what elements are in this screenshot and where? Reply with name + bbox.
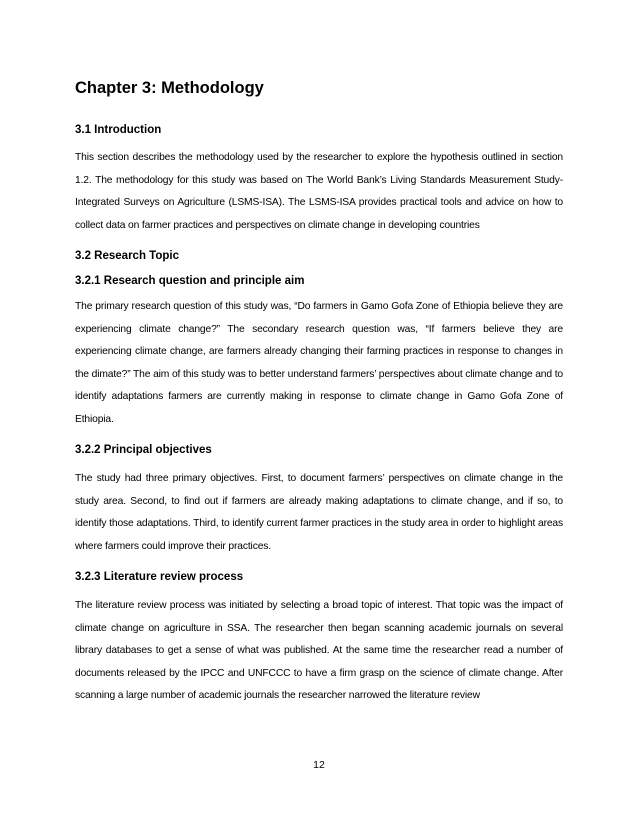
page-content (75, 78, 563, 708)
paragraph-research-question: The primary research question of this study was, “Do farmers in Gamo Gofa Zone of Ethiopia believe they are experiencing climate change?” The secondary research question was, “If farmers believe they are experiencing climate change, are farmers already changing their farming practices in response to changes in the dimate?” The aim of this study was to better understand farmers’ perspectives about climate change and to identify adaptations farmers are currently making in response to climate change in Gamo Gofa Zone of Ethiopia. (75, 301, 563, 425)
paragraph-introduction: This section describes the methodology used by the researcher to explore the hypothesis outlined in section 1.2. The methodology for this study was based on The World Bank’s Living Standards Measurement Study- Integrated Surveys on Agriculture (LSMS-ISA). The LSMS-ISA provides practical tools and advice on how to collect data on farmer practices and perspectives on climate change in developing countries (75, 152, 563, 231)
section-heading-research-topic: 3.2 Research Topic (75, 250, 179, 262)
subsection-heading-research-question: 3.2.1 Research question and principle aim (75, 275, 305, 287)
page-number: 12 (313, 759, 325, 771)
chapter-title: Chapter 3: Methodology (75, 79, 264, 97)
paragraph-objectives: The study had three primary objectives. First, to document farmers’ perspectives on climate change in the study area. Second, to find out if farmers are already making adaptations to climate change, and if so, to identify those adaptations. Third, to identify current farmer practices in the study area in order to highlight areas where farmers could improve their practices. (75, 473, 563, 552)
subsection-heading-objectives: 3.2.2 Principal objectives (75, 444, 212, 456)
paragraph-literature-review: The literature review process was initiated by selecting a broad topic of interest. That topic was the impact of climate change on agriculture in SSA. The researcher then began scanning academic journals on several library databases to get a sense of what was published. At the same time the researcher read a number of documents released by the IPCC and UNFCCC to have a firm grasp on the science of climate change. After scanning a large number of academic journals the researcher narrowed the literature review (75, 600, 563, 701)
subsection-heading-literature-review: 3.2.3 Literature review process (75, 571, 244, 583)
section-heading-introduction: 3.1 Introduction (75, 124, 162, 136)
